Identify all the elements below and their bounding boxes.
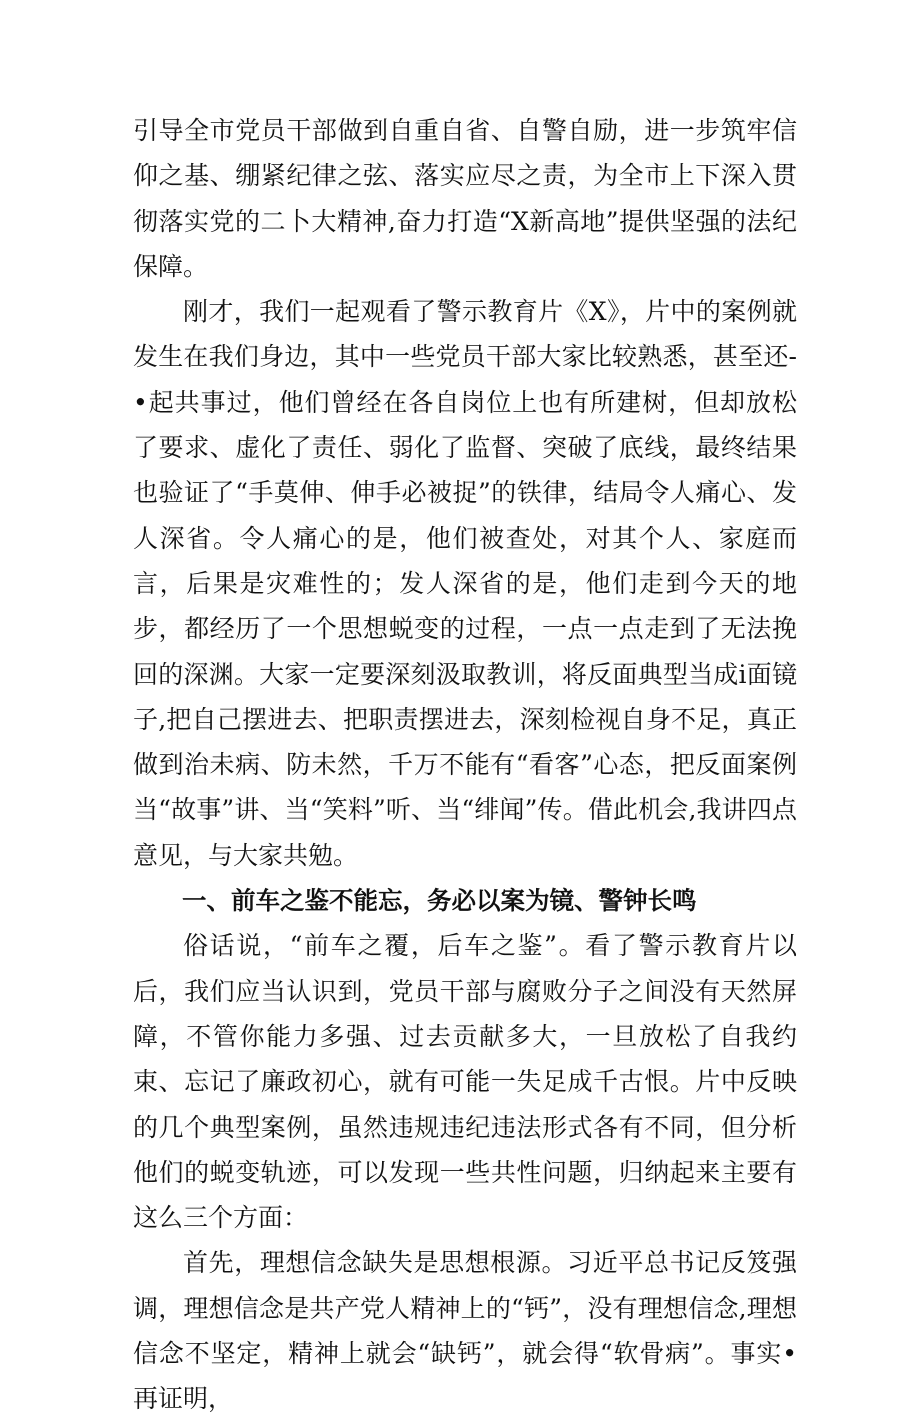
document-body — [133, 108, 797, 1422]
paragraph-warning-film: 刚才，我们一起观看了警示教育片《X》，片中的案例就发生在我们身边，其中一些党员干部大家比较熟悉，甚至还-•起共事过，他们曾经在各自岗位上也有所建树，但却放松了要求、虚化了责任、弱化了监督、突破了底线，最终结果也验证了“手莫伸、伸手必被捉”的铁律，结局令人痛心、发人深省。令人痛心的是，他们被查处，对其个人、家庭而言，后果是灾难性的；发人深省的是，他们走到今天的地步，都经历了一个思想蜕变的过程，一点一点走到了无法挽回的深渊。大家一定要深刻汲取教训，将反面典型当成i面镜子,把自己摆进去、把职责摆进去，深刻检视自身不足，真正做到治未病、防未然，千万不能有“看客”心态，把反面案例当“故事”讲、当“笑料”听、当“绯闻”传。借此机会,我讲四点意见，与大家共勉。 — [133, 297, 797, 870]
paragraph-proverb: 俗话说，“前车之覆，后车之鉴”。看了警示教育片以后，我们应当认识到，党员干部与腐败分子之间没有天然屏障，不管你能力多强、过去贡献多大，一旦放松了自我约束、忘记了廉政初心，就有可能一失足成千古恨。片中反映的几个典型案例，虽然违规违纪违法形式各有不同，但分析他们的蜕变轨迹，可以发现一些共性问题，归纳起来主要有这么三个方面： — [133, 931, 797, 1233]
section-heading-1: 一、前车之鉴不能忘，务必以案为镜、警钟长鸣 — [182, 886, 697, 916]
paragraph-ideals: 首先，理想信念缺失是思想根源。习近平总书记反笈强调，理想信念是共产党人精神上的“钙”，没有理想信念,理想信念不坚定，精神上就会“缺钙”，就会得“软骨病”。事实•再证明， — [133, 1248, 797, 1414]
paragraph-intro-continuation: 引导全市党员干部做到自重自省、自警自励，进一步筑牢信仰之基、绷紧纪律之弦、落实应尽之责，为全市上下深入贯彻落实党的二卜大精神,奋力打造“X新高地”提供坚强的法纪保障。 — [133, 116, 797, 281]
